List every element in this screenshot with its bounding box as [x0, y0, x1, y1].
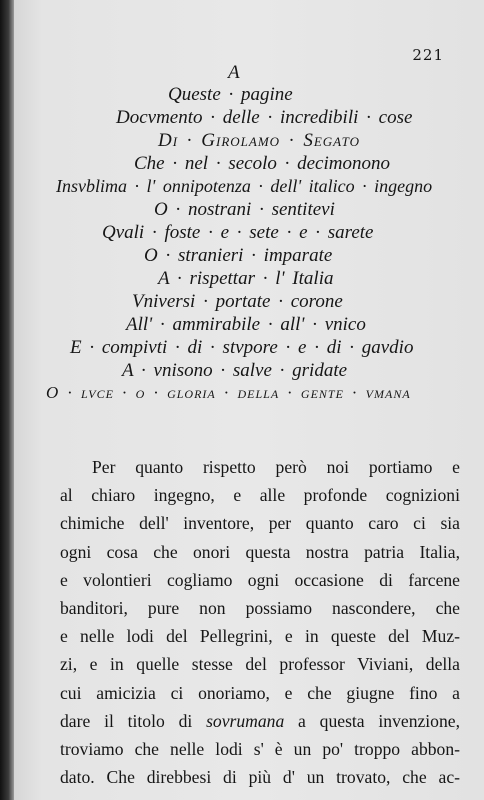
- book-spine-shadow: [0, 0, 14, 800]
- body-line: chimiche dell' inventore, per quanto caro ci sia: [60, 513, 460, 534]
- epigraph-line: Vniversi · portate · corone: [132, 291, 343, 312]
- epigraph-line: A · vnisono · salve · gridate: [122, 360, 348, 381]
- epigraph-line: Docvmento · delle · incredibili · cose: [116, 107, 413, 128]
- epigraph-line: A: [228, 62, 240, 83]
- body-line: [60, 707, 460, 735]
- epigraph-line: Qvali · foste · e · sete · e · sarete: [102, 222, 374, 243]
- body-paragraph: [60, 453, 460, 791]
- body-line: Per quanto rispetto però noi portiamo e: [92, 457, 460, 477]
- book-page: [14, 0, 484, 800]
- epigraph-line: Di · Girolamo · Segato: [158, 130, 360, 151]
- page-number: 221: [412, 46, 444, 64]
- body-line: troviamo che nelle lodi s' è un po' troppo abbon-: [60, 739, 460, 760]
- epigraph-line: O · stranieri · imparate: [144, 245, 333, 266]
- epigraph-line: O · lvce · o · gloria · della · gente · vmana: [46, 383, 411, 402]
- body-line: e nelle lodi del Pellegrini, e in queste del Muz-: [60, 626, 460, 647]
- epigraph-line: Queste · pagine: [168, 84, 293, 105]
- body-line: ogni cosa che onori questa nostra patria Italia,: [60, 541, 460, 562]
- body-text-segment: dare il titolo di: [60, 710, 207, 731]
- body-line: dato. Che direbbesi di più d' un trovato, che ac-: [60, 767, 460, 788]
- body-line: banditori, pure non possiamo nascondere, che: [60, 598, 460, 619]
- body-line: zi, e in quelle stesse del professor Viviani, della: [60, 654, 460, 675]
- epigraph-line: Che · nel · secolo · decimonono: [134, 153, 390, 174]
- epigraph-line: E · compivti · di · stvpore · e · di · gavdio: [70, 337, 414, 358]
- body-line: e volontieri cogliamo ogni occasione di farcene: [60, 569, 460, 590]
- epigraph-line: O · nostrani · sentitevi: [154, 199, 335, 220]
- epigraph-line: A · rispettar · l' Italia: [158, 268, 334, 289]
- epigraph-line: All' · ammirabile · all' · vnico: [126, 314, 366, 335]
- body-text-segment: a questa invenzione,: [284, 710, 460, 731]
- epigraph-line: Insvblima · l' onnipotenza · dell' italico · ingegno: [56, 176, 433, 196]
- emphasized-word: sovrumana: [206, 710, 285, 731]
- body-line: al chiaro ingegno, e alle profonde cognizioni: [60, 485, 460, 506]
- body-line: cui amicizia ci onoriamo, e che giugne fino a: [60, 682, 460, 703]
